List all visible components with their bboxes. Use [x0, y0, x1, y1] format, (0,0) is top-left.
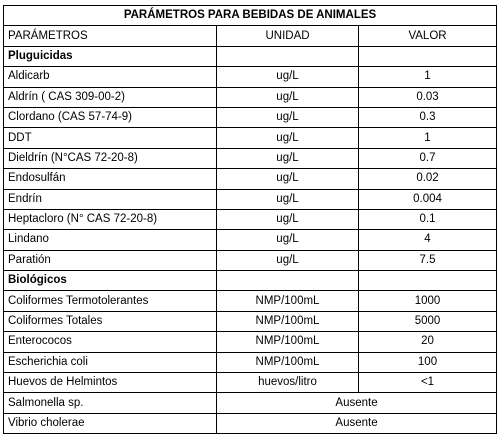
header-unidad: UNIDAD — [217, 26, 359, 46]
unidad-cell: ug/L — [217, 209, 359, 229]
table-row — [4, 148, 497, 168]
parametro-cell: Endrín — [4, 189, 217, 209]
table-row — [4, 189, 497, 209]
unidad-cell: NMP/100mL — [217, 291, 359, 311]
table-row — [4, 311, 497, 331]
valor-cell: 5000 — [359, 311, 497, 331]
section-empty-cell — [359, 46, 497, 66]
title-row — [4, 6, 497, 26]
table-body — [4, 6, 497, 434]
unidad-cell: huevos/litro — [217, 373, 359, 393]
parametro-cell: Aldicarb — [4, 67, 217, 87]
valor-cell: 0.1 — [359, 209, 497, 229]
unidad-cell: ug/L — [217, 107, 359, 127]
unidad-cell: ug/L — [217, 169, 359, 189]
table-row — [4, 209, 497, 229]
parametro-cell: Coliformes Termotolerantes — [4, 291, 217, 311]
valor-cell: 7.5 — [359, 250, 497, 270]
unidad-cell: ug/L — [217, 128, 359, 148]
valor-cell: 4 — [359, 230, 497, 250]
table-row — [4, 107, 497, 127]
unidad-cell: NMP/100mL — [217, 352, 359, 372]
parametro-cell: Heptacloro (N° CAS 72-20-8) — [4, 209, 217, 229]
table-row — [4, 169, 497, 189]
header-valor: VALOR — [359, 26, 497, 46]
section-row — [4, 271, 497, 291]
header-parametro: PARÁMETROS — [4, 26, 217, 46]
parametro-cell: Escherichia coli — [4, 352, 217, 372]
unidad-cell: ug/L — [217, 67, 359, 87]
parametro-cell: Huevos de Helmintos — [4, 373, 217, 393]
section-empty-cell — [217, 46, 359, 66]
parametro-cell: Salmonella sp. — [4, 393, 217, 413]
unidad-cell: NMP/100mL — [217, 311, 359, 331]
section-label: Biológicos — [4, 271, 217, 291]
merged-value-cell: Ausente — [217, 393, 497, 413]
table-container — [3, 5, 497, 434]
section-label: Pluguicidas — [4, 46, 217, 66]
parametro-cell: Lindano — [4, 230, 217, 250]
table-title: PARÁMETROS PARA BEBIDAS DE ANIMALES — [4, 6, 497, 26]
parametro-cell: Clordano (CAS 57-74-9) — [4, 107, 217, 127]
valor-cell: <1 — [359, 373, 497, 393]
valor-cell: 0.3 — [359, 107, 497, 127]
section-empty-cell — [359, 271, 497, 291]
valor-cell: 0.03 — [359, 87, 497, 107]
parameters-table — [3, 5, 497, 434]
unidad-cell: ug/L — [217, 250, 359, 270]
table-row — [4, 291, 497, 311]
parametro-cell: DDT — [4, 128, 217, 148]
table-row — [4, 393, 497, 413]
unidad-cell: ug/L — [217, 189, 359, 209]
table-row — [4, 87, 497, 107]
parametro-cell: Enterococos — [4, 332, 217, 352]
parametro-cell: Paratión — [4, 250, 217, 270]
valor-cell: 0.004 — [359, 189, 497, 209]
parametro-cell: Endosulfán — [4, 169, 217, 189]
table-row — [4, 250, 497, 270]
valor-cell: 1 — [359, 128, 497, 148]
header-row — [4, 26, 497, 46]
section-row — [4, 46, 497, 66]
unidad-cell: ug/L — [217, 148, 359, 168]
section-empty-cell — [217, 271, 359, 291]
parametro-cell: Coliformes Totales — [4, 311, 217, 331]
table-row — [4, 67, 497, 87]
unidad-cell: ug/L — [217, 87, 359, 107]
merged-value-cell: Ausente — [217, 413, 497, 433]
table-row — [4, 230, 497, 250]
parametro-cell: Aldrín ( CAS 309-00-2) — [4, 87, 217, 107]
parametro-cell: Vibrio cholerae — [4, 413, 217, 433]
table-row — [4, 332, 497, 352]
table-row — [4, 352, 497, 372]
valor-cell: 20 — [359, 332, 497, 352]
table-row — [4, 373, 497, 393]
valor-cell: 1000 — [359, 291, 497, 311]
valor-cell: 0.02 — [359, 169, 497, 189]
unidad-cell: NMP/100mL — [217, 332, 359, 352]
valor-cell: 1 — [359, 67, 497, 87]
table-row — [4, 413, 497, 433]
unidad-cell: ug/L — [217, 230, 359, 250]
valor-cell: 100 — [359, 352, 497, 372]
valor-cell: 0.7 — [359, 148, 497, 168]
table-row — [4, 128, 497, 148]
parametro-cell: Dieldrín (N°CAS 72-20-8) — [4, 148, 217, 168]
